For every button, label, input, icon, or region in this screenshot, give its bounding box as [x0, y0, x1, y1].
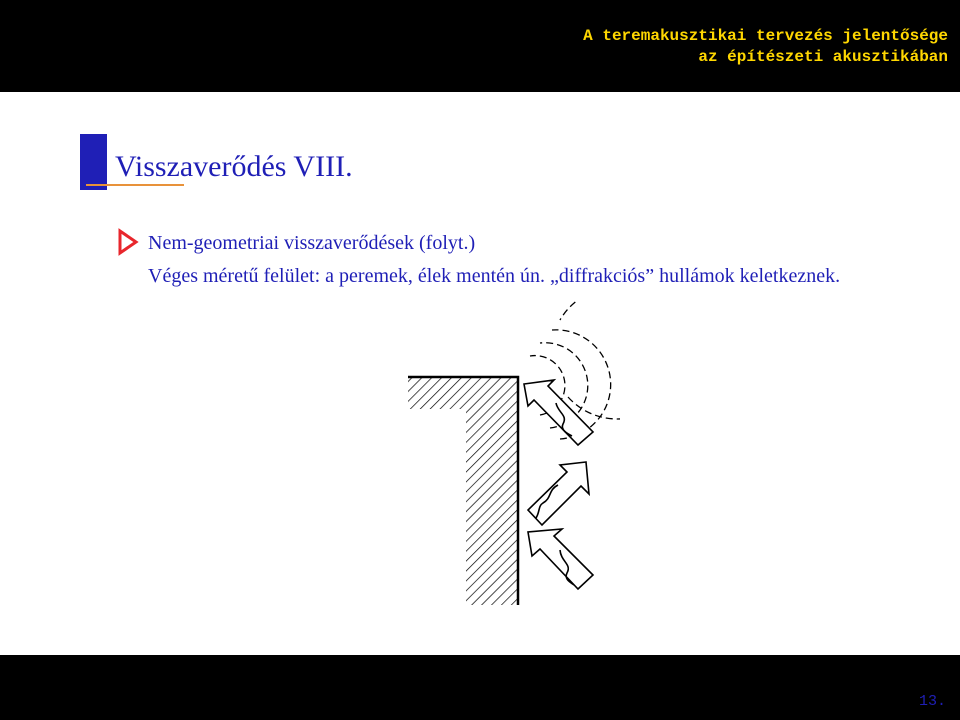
arrow-bottom	[528, 529, 593, 589]
slide-title: Visszaverődés VIII.	[115, 150, 353, 183]
page-number: 13.	[918, 693, 946, 710]
arrow-top	[524, 380, 593, 445]
presentation-title-line1: A teremakusztikai tervezés jelentősége	[583, 27, 948, 45]
wall-section	[408, 377, 518, 605]
footer-bar	[0, 655, 960, 720]
header-bar	[0, 0, 960, 92]
diffraction-diagram	[400, 300, 620, 610]
wave-arrows	[524, 380, 593, 589]
body-text: Véges méretű felület: a peremek, élek mentén ún. „diffrakciós” hullámok keletkeznek.	[148, 265, 841, 287]
presentation-title	[583, 26, 948, 68]
bullet-text: Nem-geometriai visszaverődések (folyt.)	[148, 232, 476, 254]
triangle-bullet-icon	[116, 228, 140, 256]
title-underline	[86, 184, 184, 186]
title-accent-block	[80, 134, 107, 190]
presentation-title-line2: az építészeti akusztikában	[698, 48, 948, 66]
arrow-middle	[528, 462, 589, 525]
